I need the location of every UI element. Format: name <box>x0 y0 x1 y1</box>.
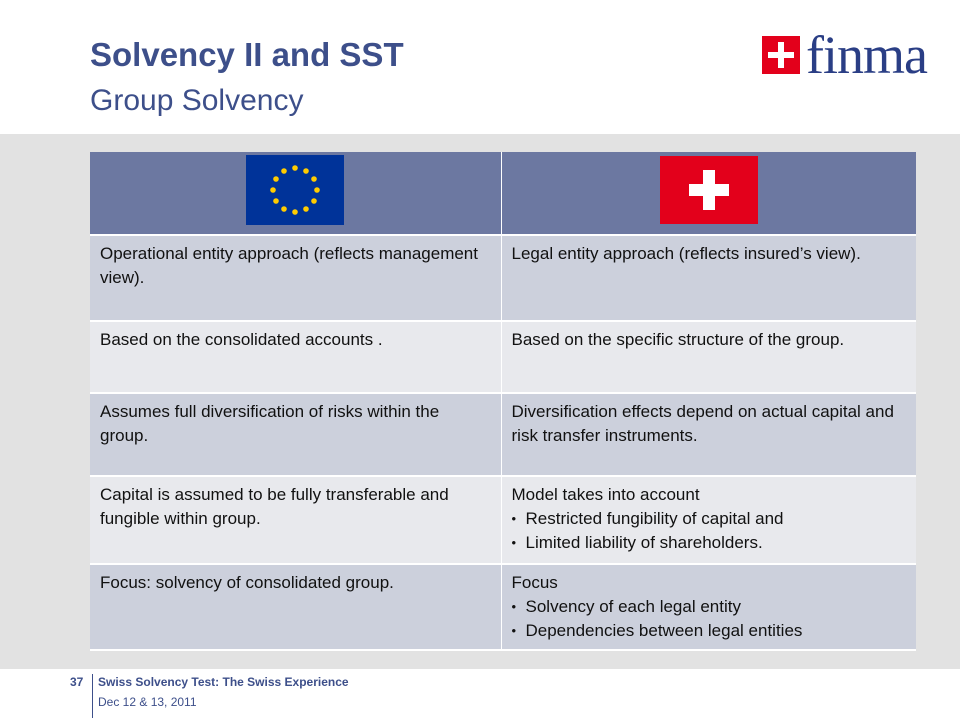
bullet-item: • Solvency of each legal entity <box>512 595 907 619</box>
table-row <box>90 235 916 321</box>
bullet-item: • Dependencies between legal entities <box>512 619 907 643</box>
header-cell-switzerland <box>501 152 916 235</box>
eu-cell: Operational entity approach (reflects management view). <box>90 235 501 321</box>
cell-intro: Model takes into account <box>511 485 700 504</box>
cell-intro: Focus <box>511 573 558 592</box>
header-cell-eu <box>90 152 501 235</box>
footer-event: Swiss Solvency Test: The Swiss Experience <box>98 675 349 689</box>
swiss-cell: Based on the specific structure of the group. <box>501 321 916 393</box>
bullet-item: • Restricted fungibility of capital and <box>512 507 907 531</box>
swiss-cell <box>501 476 916 564</box>
eu-cell: Based on the consolidated accounts . <box>90 321 501 393</box>
bullet-list <box>512 595 907 643</box>
footer-date: Dec 12 & 13, 2011 <box>98 695 197 709</box>
swiss-cell <box>501 564 916 650</box>
finma-logo <box>762 25 927 85</box>
swiss-cell: Legal entity approach (reflects insured’s view). <box>501 235 916 321</box>
slide-title: Solvency II and SST <box>90 36 404 73</box>
footer-divider <box>92 674 93 718</box>
table-row <box>90 564 916 650</box>
swiss-flag-icon <box>660 156 758 231</box>
table-row <box>90 321 916 393</box>
slide-subtitle: Group Solvency <box>90 84 304 117</box>
comparison-table <box>90 152 916 651</box>
eu-cell: Assumes full diversification of risks within the group. <box>90 393 501 476</box>
swiss-cell: Diversification effects depend on actual capital and risk transfer instruments. <box>501 393 916 476</box>
logo-wordmark: finma <box>806 25 927 85</box>
eu-flag-icon <box>246 155 344 232</box>
table-row <box>90 476 916 564</box>
eu-cell: Capital is assumed to be fully transferable and fungible within group. <box>90 476 501 564</box>
eu-cell: Focus: solvency of consolidated group. <box>90 564 501 650</box>
page-number: 37 <box>70 675 84 689</box>
swiss-cross-icon <box>762 36 800 74</box>
bullet-item: • Limited liability of shareholders. <box>512 531 907 555</box>
table-row <box>90 393 916 476</box>
bullet-list <box>512 507 907 555</box>
table-header-row <box>90 152 916 235</box>
